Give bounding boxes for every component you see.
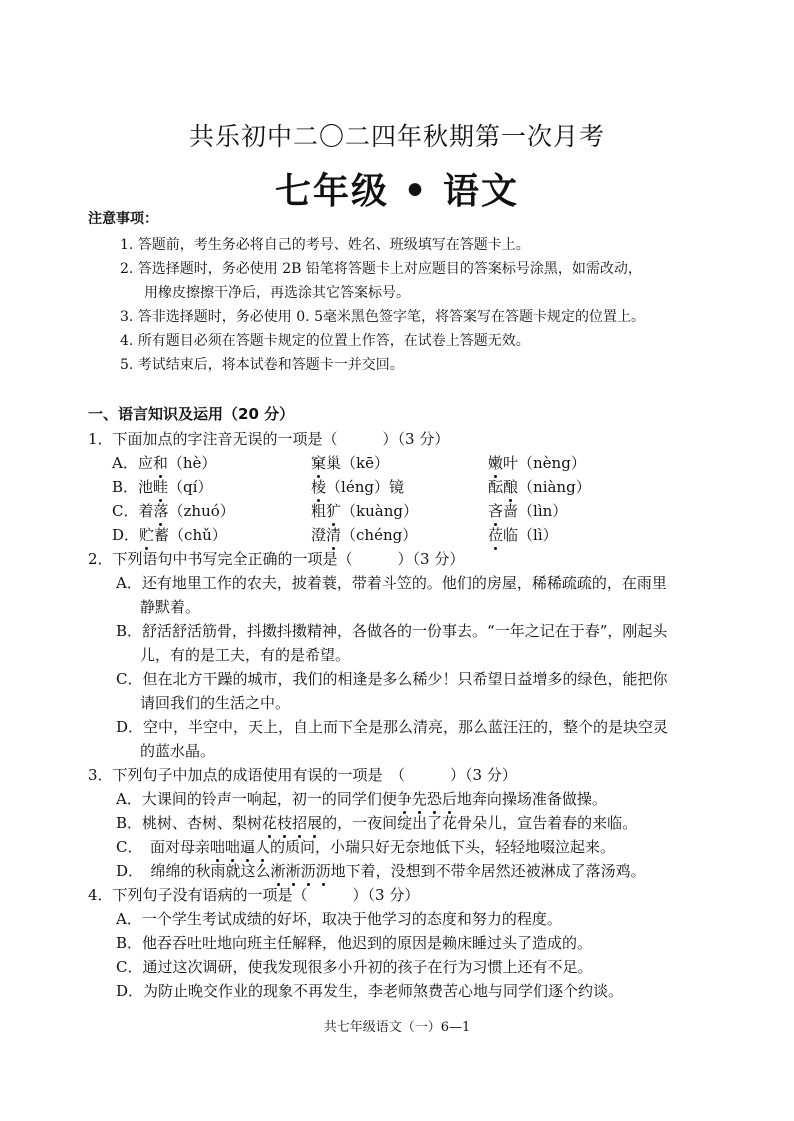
q1-option-d2: 澄清（chéng） [311,526,418,544]
question-2-stem: 2．下列语句中书写完全正确的一项是（ ）（3 分） [88,550,465,568]
q1-option-b1: B．池畦（qí） [112,478,213,496]
q1-option-c3: 吝啬（lìn） [488,502,568,520]
q2-option-a-cont: 静默着。 [140,598,201,616]
notice-heading: 注意事项： [88,211,158,227]
q3-option-c: C． 面对母亲咄咄逼人的质问，小瑞只好无奈地低下头，轻轻地啜泣起来。 [116,838,616,856]
q1-option-b2: 棱（léng）镜 [311,478,404,496]
page-footer: 共七年级语文（一）6—1 [323,1020,471,1035]
q2-option-b: B．舒活舒活筋骨，抖擞抖擞精神，各做各的一份事去。“一年之记在于春”，刚起头 [116,622,668,640]
section-heading: 一、语言知识及运用（20 分） [88,405,295,423]
q1-option-a2: 窠巢（kē） [311,454,389,472]
notice-item: 2. 答选择题时，务必使用 2B 铅笔将答题卡上对应题目的答案标号涂黑，如需改动， [120,261,642,277]
question-1-stem: 1．下面加点的字注音无误的一项是（ ）（3 分） [88,430,450,448]
q2-option-d-cont: 的蓝水晶。 [140,742,216,760]
q2-option-b-cont: 儿，有的是工夫，有的是希望。 [140,646,351,664]
q1-option-b3: 酝酿（niàng） [488,478,591,496]
q2-option-c-cont: 请回我们的生活之中。 [140,694,291,712]
exam-subtitle: 七年级 • 语文 [274,170,520,212]
q4-option-b: B．他吞吞吐吐地向班主任解释，他迟到的原因是赖床睡过头了造成的。 [116,934,593,952]
q4-option-c: C．通过这次调研，使我发现很多小升初的孩子在行为习惯上还有不足。 [116,958,593,976]
notice-item: 5. 考试结束后，将本试卷和答题卡一并交回。 [120,357,404,373]
q2-option-a: A．还有地里工作的农夫，披着蓑，带着斗笠的。他们的房屋，稀稀疏疏的，在雨里 [116,574,667,592]
q1-option-d3: 莅临（lì） [488,526,558,544]
question-3-stem: 3．下列句子中加点的成语使用有误的一项是 （ ）（3 分） [88,766,517,784]
q4-option-a: A．一个学生考试成绩的好坏，取决于他学习的态度和努力的程度。 [116,910,562,928]
q3-option-b: B．桃树、杏树、梨树花枝招展的，一夜间绽出了花骨朵儿，宣告着春的来临。 [116,814,638,832]
q1-option-a3: 嫩叶（nèng） [488,454,586,472]
q4-option-d: D．为防止晚交作业的现象不再发生，李老师煞费苦心地与同学们逐个约谈。 [116,982,624,1000]
notice-item: 3. 答非选择题时，务必使用 0. 5毫米黑色签字笔，将答案写在答题卡规定的位置上。 [120,309,645,325]
q2-option-c: C．但在北方干躁的城市，我们的相逢是多么稀少！只希望日益增多的绿色，能把你 [116,670,668,688]
q2-option-d: D．空中，半空中，天上，自上而下全是那么清亮，那么蓝汪汪的，整个的是块空灵 [116,718,669,736]
notice-item-continuation: 用橡皮擦擦干净后，再选涂其它答案标号。 [144,285,410,301]
q1-option-c1: C．着落（zhuó） [112,502,235,520]
notice-item: 1. 答题前，考生务必将自己的考号、姓名、班级填写在答题卡上。 [120,237,530,253]
q3-option-a: A．大课间的铃声一响起，初一的同学们便争先恐后地奔向操场准备做操。 [116,790,607,808]
exam-title: 共乐初中二〇二四年秋期第一次月考 [188,122,605,151]
q1-option-c2: 粗犷（kuàng） [311,502,418,520]
q1-option-a1: A．应和（hè） [112,454,217,472]
q1-option-d1: D．贮蓄（chǔ） [112,526,227,544]
q3-option-d: D． 绵绵的秋雨就这么淅淅沥沥地下着，没想到不带伞居然还被淋成了落汤鸡。 [116,862,646,880]
question-4-stem: 4．下列句子没有语病的一项是（ ）（3 分） [88,886,420,904]
notice-item: 4. 所有题目必须在答题卡规定的位置上作答，在试卷上答题无效。 [120,333,530,349]
